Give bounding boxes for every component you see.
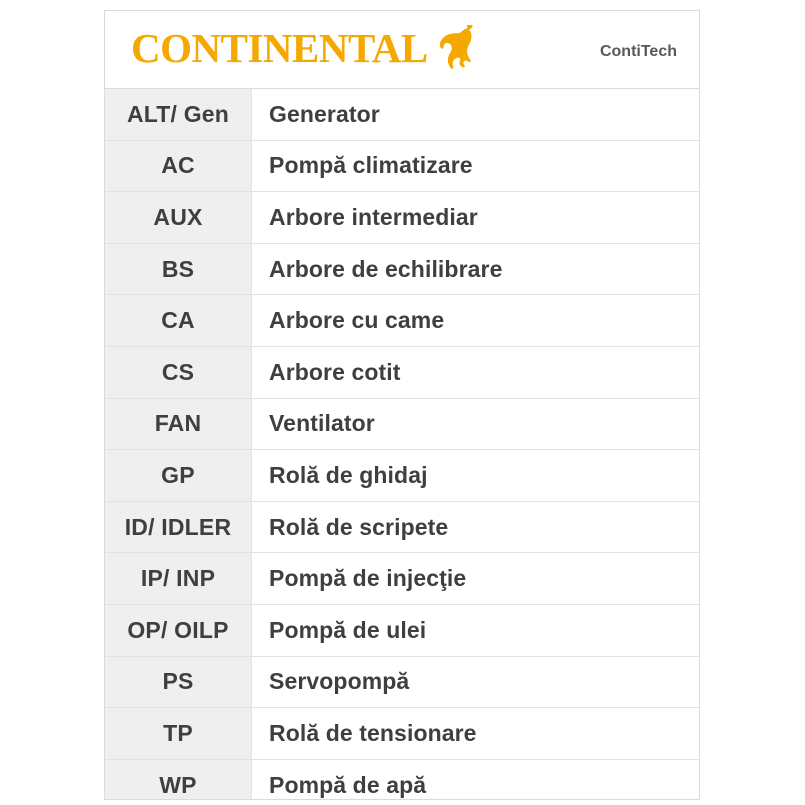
- code-cell: CS: [105, 347, 252, 398]
- code-cell: CA: [105, 295, 252, 346]
- table-row: [105, 141, 699, 193]
- description-cell: Generator: [269, 100, 380, 127]
- code-cell: GP: [105, 450, 252, 501]
- code-cell: TP: [105, 708, 252, 759]
- description-cell: Rolă de tensionare: [269, 719, 477, 746]
- table-row: [105, 553, 699, 605]
- legend-sheet: [104, 10, 700, 800]
- code-cell: IP/ INP: [105, 553, 252, 604]
- continental-logo: [131, 25, 476, 71]
- code-cell: ALT/ Gen: [105, 89, 252, 140]
- description-cell: Pompă de apă: [269, 772, 427, 799]
- table-row: [105, 760, 699, 800]
- description-cell: Pompă de injecţie: [269, 565, 467, 592]
- code-cell: BS: [105, 244, 252, 295]
- code-cell: ID/ IDLER: [105, 502, 252, 553]
- description-cell: Servopompă: [269, 668, 410, 695]
- description-cell: Arbore cu came: [269, 307, 445, 334]
- prancing-horse-icon: [434, 25, 476, 71]
- table-row: [105, 192, 699, 244]
- table-row: [105, 708, 699, 760]
- brand-wordmark: CONTINENTAL: [131, 24, 428, 71]
- table-row: [105, 347, 699, 399]
- code-cell: FAN: [105, 399, 252, 450]
- table-row: [105, 399, 699, 451]
- abbreviation-table: [105, 89, 699, 800]
- table-row: [105, 657, 699, 709]
- code-cell: AC: [105, 141, 252, 192]
- description-cell: Arbore cotit: [269, 358, 401, 385]
- description-cell: Rolă de scripete: [269, 513, 449, 540]
- code-cell: AUX: [105, 192, 252, 243]
- code-cell: OP/ OILP: [105, 605, 252, 656]
- description-cell: Rolă de ghidaj: [269, 461, 428, 488]
- description-cell: Arbore de echilibrare: [269, 255, 503, 282]
- table-row: [105, 295, 699, 347]
- sub-brand-label: ContiTech: [599, 43, 677, 60]
- brand-header: [105, 11, 699, 89]
- table-row: [105, 605, 699, 657]
- description-cell: Pompă de ulei: [269, 616, 427, 643]
- table-row: [105, 244, 699, 296]
- table-row: [105, 502, 699, 554]
- description-cell: Arbore intermediar: [269, 203, 478, 230]
- description-cell: Pompă climatizare: [269, 152, 473, 179]
- code-cell: PS: [105, 657, 252, 708]
- table-row: [105, 89, 699, 141]
- description-cell: Ventilator: [269, 410, 375, 437]
- code-cell: WP: [105, 760, 252, 800]
- table-row: [105, 450, 699, 502]
